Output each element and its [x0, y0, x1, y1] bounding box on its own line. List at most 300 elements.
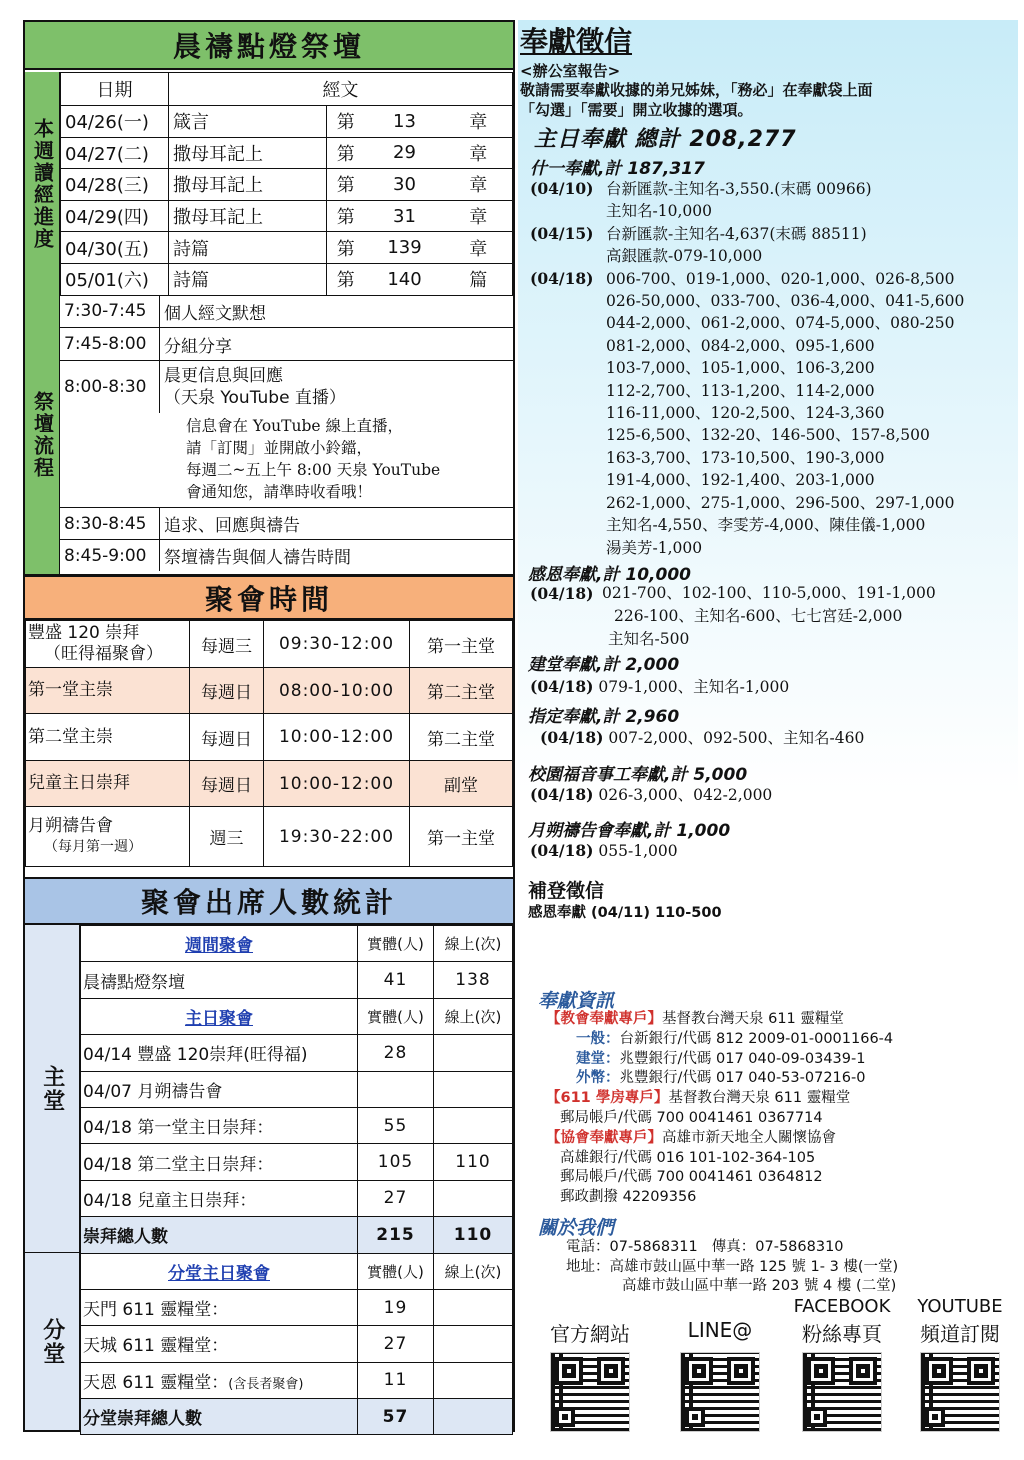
- reading-row: [61, 200, 513, 232]
- tithe-detail: 262-1,000、275-1,000、296-500、297-1,000: [606, 493, 955, 512]
- flow-row: [60, 295, 513, 328]
- tithe-date: [530, 290, 606, 312]
- tithe-date: [530, 357, 606, 379]
- attendance-online: [434, 1289, 513, 1325]
- campus-title: 校園福音事工奉獻,計 5,000: [528, 765, 748, 785]
- meeting-time: 10:00-12:00: [264, 714, 410, 761]
- school-post: 郵局帳戶/代碼 700 0041461 0367714: [560, 1109, 823, 1126]
- tithe-date: [530, 469, 606, 491]
- flow-time: 7:30-7:45: [60, 295, 160, 327]
- reading-table: [60, 72, 513, 296]
- attendance-physical: 215: [358, 1217, 434, 1253]
- side-label-text: 主堂: [39, 1064, 65, 1113]
- attendance-physical: 57: [358, 1399, 434, 1435]
- tithe-title: 什一奉獻,計 187,317: [530, 159, 705, 179]
- bank-info: [546, 1010, 893, 1208]
- tithe-detail: 103-7,000、105-1,000、106-3,200: [606, 359, 875, 378]
- attendance-header-row: [81, 926, 513, 962]
- thanks-date: (04/18): [530, 584, 594, 603]
- attendance-name-text: 天城 611 靈糧堂：: [83, 1336, 229, 1357]
- tithe-list: [530, 178, 964, 559]
- qr-finder-icon: [555, 1407, 575, 1427]
- attendance-physical: 11: [358, 1362, 434, 1398]
- tithe-date: (04/18): [530, 268, 594, 288]
- attendance-online: [434, 1180, 513, 1216]
- attendance-name: [81, 1107, 358, 1143]
- thanks-list: [530, 582, 936, 651]
- flow-row: [60, 361, 513, 413]
- flow-item: 個人經文默想: [164, 303, 266, 324]
- meeting-place: 副堂: [410, 761, 513, 807]
- attendance-name-text: 04/18 兒童主日崇拜：: [83, 1190, 257, 1211]
- attendance-online: [434, 1071, 513, 1107]
- flow-time: 8:00-8:30: [60, 361, 160, 413]
- attendance-name: [81, 962, 358, 998]
- meeting-place: 第一主堂: [410, 807, 513, 867]
- school-tag: 【611 學房專戶】: [546, 1090, 669, 1107]
- thanks-detail: 主知名-500: [608, 630, 690, 648]
- phone: 電話：07-5868311: [566, 1239, 698, 1255]
- tithe-detail: 006-700、019-1,000、020-1,000、026-8,500: [606, 269, 955, 288]
- flow-row: [60, 508, 513, 540]
- tithe-line: [530, 312, 964, 334]
- attendance-name-text: 天門 611 靈糧堂：: [83, 1300, 229, 1321]
- reading-row: [61, 169, 513, 201]
- attendance-physical: 41: [358, 962, 434, 998]
- attendance-title: 聚會出席人數統計: [25, 877, 513, 925]
- right-column: [518, 20, 1018, 1432]
- tithe-date: (04/15): [530, 223, 594, 243]
- meetings-table: [25, 620, 513, 867]
- sunday-total: 主日奉獻 總計 208,277: [534, 127, 797, 152]
- meeting-name-main: 豐盛 120 崇拜: [28, 623, 140, 643]
- supplement-title: 補登徵信: [528, 880, 605, 902]
- attendance-header-row: [81, 1253, 513, 1289]
- info-title: 奉獻資訊: [538, 990, 615, 1012]
- attendance-row: [81, 1180, 513, 1216]
- attendance-name-text: 04/07 月朔禱告會: [83, 1081, 223, 1102]
- monthly-title: 月朔禱告會奉獻,計 1,000: [528, 821, 731, 841]
- tithe-date: [530, 447, 606, 469]
- qr-finder-icon: [807, 1407, 827, 1427]
- attendance-physical: 55: [358, 1107, 434, 1143]
- general-value: 台新銀行/代碼 812 2009-01-0001166-4: [619, 1030, 894, 1047]
- tithe-line: [530, 469, 964, 491]
- reading-pre: 第: [327, 169, 365, 201]
- thanks-date: [530, 628, 608, 651]
- about-title: 關於我們: [538, 1217, 615, 1239]
- reading-num: 30: [365, 169, 445, 201]
- reading-side-label: [25, 72, 60, 295]
- attendance-header-row: [81, 998, 513, 1034]
- tithe-line: [530, 335, 964, 357]
- meeting-name: [26, 714, 190, 761]
- attendance-online: 110: [434, 1144, 513, 1180]
- reading-unit: 章: [445, 169, 513, 201]
- meeting-day: 每週日: [190, 761, 264, 807]
- meeting-row: [26, 761, 513, 807]
- flow-side-text: [30, 391, 55, 479]
- reading-side-text: [30, 118, 55, 250]
- meetings-title: 聚會時間: [25, 574, 513, 620]
- reading-book: 撒母耳記上: [169, 200, 327, 232]
- qr-label-top: FACEBOOK: [793, 1296, 891, 1317]
- col-physical: 實體(人): [358, 1253, 434, 1289]
- tithe-detail: 044-2,000、061-2,000、074-5,000、080-250: [606, 314, 955, 333]
- office-label: <辦公室報告>: [520, 62, 621, 80]
- contact-info: [566, 1238, 898, 1297]
- flow-item: 分組分享: [164, 336, 232, 357]
- meeting-name-main: 第一堂主崇: [28, 680, 113, 700]
- building-date: (04/18): [530, 677, 594, 696]
- tithe-date: (04/10): [530, 179, 594, 198]
- reading-unit: 章: [445, 137, 513, 169]
- tithe-line: [530, 223, 964, 245]
- branch-label: [25, 1252, 80, 1430]
- reading-num: 29: [365, 137, 445, 169]
- qr-label-top: YOUTUBE: [917, 1296, 1003, 1317]
- tithe-detail: 主知名-10,000: [606, 202, 712, 221]
- attendance-section-title: 主日聚會: [81, 998, 358, 1034]
- reading-row: [61, 263, 513, 295]
- attendance-row: [81, 1326, 513, 1362]
- building-account: [546, 1050, 893, 1070]
- meeting-day: 每週日: [190, 668, 264, 714]
- qr-row: [528, 1296, 1008, 1426]
- tithe-detail: 主知名-4,550、李雯芳-4,000、陳佳儀-1,000: [606, 516, 926, 535]
- left-column: [23, 20, 515, 1432]
- reading-col-date: 日期: [61, 73, 169, 106]
- reading-row: [61, 106, 513, 138]
- attendance-name: [81, 1326, 358, 1362]
- attendance-name: [81, 1362, 358, 1398]
- attendance-name: [81, 1144, 358, 1180]
- attendance-row: [81, 1289, 513, 1325]
- monthly-line: [530, 841, 678, 860]
- meeting-name: [26, 668, 190, 714]
- qr-finder-icon: [925, 1407, 945, 1427]
- reading-unit: 篇: [445, 263, 513, 295]
- building-title: 建堂奉獻,計 2,000: [528, 655, 680, 675]
- designated-date: (04/18): [540, 728, 604, 747]
- qr-code-icon[interactable]: [920, 1352, 1000, 1432]
- reading-row: [61, 232, 513, 264]
- meeting-time: 10:00-12:00: [264, 761, 410, 807]
- school-account: [546, 1089, 893, 1109]
- flow-time: 7:45-8:00: [60, 328, 160, 360]
- tithe-line: [530, 357, 964, 379]
- meeting-row: [26, 668, 513, 714]
- reading-book: 撒母耳記上: [169, 169, 327, 201]
- attendance-note: (含長者聚會): [228, 1376, 304, 1392]
- tithe-date: [530, 402, 606, 424]
- meeting-place: 第二主堂: [410, 714, 513, 761]
- col-online: 線上(次): [434, 926, 513, 962]
- thanks-detail: 021-700、102-100、110-5,000、191-1,000: [602, 584, 936, 602]
- building-detail: 079-1,000、主知名-1,000: [598, 678, 790, 696]
- col-physical: 實體(人): [358, 998, 434, 1034]
- tithe-date: [530, 200, 606, 222]
- notice-line: 「勾選」「需要」開立收據的選項。: [520, 101, 753, 119]
- attendance-name-text: 04/14 豐盛 120崇拜(旺得福): [83, 1045, 308, 1066]
- reading-date: 04/28(三): [61, 169, 169, 201]
- designated-detail: 007-2,000、092-500、主知名-460: [608, 729, 865, 747]
- attendance-name-text: 分堂崇拜總人數: [83, 1409, 202, 1430]
- qr-label-top: [668, 1296, 772, 1318]
- school-name: 基督教台灣天泉 611 靈糧堂: [668, 1090, 851, 1107]
- tithe-date: [530, 492, 606, 514]
- attendance-name: [81, 1399, 358, 1435]
- church-name: 基督教台灣天泉 611 靈糧堂: [662, 1011, 844, 1027]
- tithe-line: [530, 245, 964, 267]
- thanks-line: [530, 582, 936, 605]
- meeting-name-sub: （旺得福聚會）: [44, 644, 163, 664]
- attendance-name: [81, 1217, 358, 1253]
- meeting-name: [26, 807, 190, 867]
- attendance-name-text: 天恩 611 靈糧堂：: [83, 1372, 229, 1393]
- assoc-name: 高雄市新天地全人關懷協會: [662, 1129, 836, 1146]
- tithe-line: [530, 200, 964, 222]
- phone-fax: [566, 1238, 898, 1258]
- building-line: [530, 675, 789, 697]
- attendance-name-text: 晨禱點燈祭壇: [83, 972, 185, 993]
- attendance-physical: 19: [358, 1289, 434, 1325]
- attendance-name: [81, 1035, 358, 1071]
- reading-date: 04/27(二): [61, 137, 169, 169]
- reading-num: 140: [365, 263, 445, 295]
- attendance-online: 110: [434, 1217, 513, 1253]
- attendance-section-title: 分堂主日聚會: [81, 1253, 358, 1289]
- tithe-detail: 高銀匯款-079-10,000: [606, 247, 763, 266]
- meeting-name-main: 兒童主日崇拜: [28, 773, 130, 793]
- reading-pre: 第: [327, 263, 365, 295]
- tithe-detail: 125-6,500、132-20、146-500、157-8,500: [606, 426, 930, 445]
- flow-time: 8:45-9:00: [60, 540, 160, 571]
- attendance-name: [81, 1180, 358, 1216]
- flow-item-live: [160, 361, 513, 413]
- attendance-name-text: 崇拜總人數: [83, 1227, 168, 1248]
- supplement-line: 感恩奉獻 (04/11) 110-500: [528, 905, 722, 921]
- attendance-row: [81, 962, 513, 998]
- reading-num: 13: [365, 106, 445, 138]
- attendance-section-title: 週間聚會: [81, 926, 358, 962]
- qr-code-icon[interactable]: [802, 1352, 882, 1432]
- attendance-row: [81, 1071, 513, 1107]
- attendance-online: [434, 1399, 513, 1435]
- meeting-place: 第一主堂: [410, 621, 513, 668]
- attendance-row: [81, 1035, 513, 1071]
- tithe-date: [530, 514, 606, 536]
- tithe-detail: 081-2,000、084-2,000、095-1,600: [606, 336, 875, 355]
- thanks-date: [530, 605, 614, 628]
- notice-line: 敬請需要奉獻收據的弟兄姊妹，「務必」在奉獻袋上面: [520, 81, 873, 99]
- attendance-physical: 28: [358, 1035, 434, 1071]
- qr-label: 粉絲專頁: [802, 1322, 882, 1346]
- attendance-table: [80, 925, 513, 1435]
- tithe-line: [530, 380, 964, 402]
- col-online: 線上(次): [434, 998, 513, 1034]
- tithe-detail: 台新匯款-主知名-4,637(末碼 88511): [606, 224, 867, 243]
- flow-item: 祭壇禱告與個人禱告時間: [164, 548, 351, 568]
- campus-line: [530, 783, 772, 805]
- attendance-online: [434, 1362, 513, 1398]
- meeting-name: [26, 761, 190, 807]
- qr-label: LINE@: [687, 1318, 753, 1342]
- attendance-row: [81, 1144, 513, 1180]
- tithe-date: [530, 312, 606, 334]
- building-label: 建堂：: [576, 1050, 620, 1067]
- reading-num: 31: [365, 200, 445, 232]
- attendance-physical: [358, 1071, 434, 1107]
- qr-code-icon[interactable]: [680, 1352, 760, 1432]
- meeting-time: 08:00-10:00: [264, 668, 410, 714]
- attendance-physical: 105: [358, 1144, 434, 1180]
- reading-date: 04/29(四): [61, 200, 169, 232]
- tithe-detail: 191-4,000、192-1,400、203-1,000: [606, 471, 875, 490]
- attendance-physical: 27: [358, 1180, 434, 1216]
- tithe-line: [530, 268, 964, 290]
- attendance-total-row: [81, 1217, 513, 1253]
- branch-text: [38, 1318, 66, 1366]
- meeting-row: [26, 714, 513, 761]
- foreign-label: 外幣：: [576, 1070, 620, 1087]
- reading-book: 詩篇: [169, 232, 327, 264]
- meeting-name: [26, 621, 190, 668]
- designated-line: [540, 726, 864, 748]
- tithe-line: [530, 537, 964, 559]
- attendance-name: [81, 1071, 358, 1107]
- meeting-day: 每週日: [190, 714, 264, 761]
- tithe-date: [530, 335, 606, 357]
- assoc-tag: 【協會奉獻專戶】: [546, 1129, 662, 1146]
- qr-code-icon[interactable]: [550, 1352, 630, 1432]
- tithe-line: [530, 492, 964, 514]
- attendance-row: [81, 1362, 513, 1398]
- tithe-line: [530, 424, 964, 446]
- reading-date: 05/01(六): [61, 263, 169, 295]
- qr-block[interactable]: [908, 1296, 1012, 1432]
- fax: 傳真：07-5868310: [711, 1239, 844, 1255]
- side-label-text: 本週讀經進度: [30, 117, 55, 250]
- attendance-physical: 27: [358, 1326, 434, 1362]
- tithe-detail: 026-50,000、033-700、036-4,000、041-5,600: [606, 292, 965, 311]
- tithe-detail: 163-3,700、173-10,500、190-3,000: [606, 448, 885, 467]
- reading-pre: 第: [327, 232, 365, 264]
- side-label-text: 分堂: [39, 1317, 65, 1366]
- tithe-date: [530, 380, 606, 402]
- assoc-post: 郵局帳戶/代碼 700 0041461 0364812: [560, 1169, 823, 1186]
- flow-time: 8:30-8:45: [60, 508, 160, 539]
- qr-block[interactable]: [668, 1296, 772, 1432]
- reading-row: [61, 137, 513, 169]
- tithe-line: [530, 178, 964, 200]
- note-line: 會通知您，請準時收看哦！: [186, 483, 373, 501]
- meeting-name-main: 第二堂主崇: [28, 726, 113, 747]
- reading-book: 箴言: [169, 106, 327, 138]
- thanks-line: [530, 605, 936, 628]
- main-hall-label: [25, 925, 80, 1252]
- altar-title: 晨禱點燈祭壇: [25, 22, 513, 70]
- reading-pre: 第: [327, 200, 365, 232]
- tithe-line: [530, 402, 964, 424]
- general-label: 一般：: [576, 1030, 620, 1047]
- monthly-date: (04/18): [530, 841, 594, 860]
- flow-row: [60, 328, 513, 361]
- side-label-text: 祭壇流程: [30, 390, 55, 479]
- reading-num: 139: [365, 232, 445, 264]
- qr-label: 頻道訂閱: [920, 1322, 1000, 1346]
- tithe-detail: 台新匯款-主知名-3,550.(末碼 00966): [606, 180, 872, 198]
- reading-pre: 第: [327, 106, 365, 138]
- main-hall-text: [38, 1065, 66, 1113]
- offering-title: 奉獻徵信: [520, 25, 633, 58]
- note-line: 請「訂閱」並開啟小鈴鐺，: [186, 439, 373, 457]
- flow-side-label: [25, 295, 60, 574]
- meeting-time: 19:30-22:00: [264, 807, 410, 867]
- note-line: 每週二~五上午 8:00 天泉 YouTube: [186, 461, 441, 479]
- reading-book: 撒母耳記上: [169, 137, 327, 169]
- designated-title: 指定奉獻,計 2,960: [528, 707, 680, 727]
- meeting-day: 週三: [190, 807, 264, 867]
- attendance-online: [434, 1326, 513, 1362]
- general-account: [546, 1030, 893, 1050]
- meeting-row: [26, 807, 513, 867]
- col-physical: 實體(人): [358, 926, 434, 962]
- attendance-online: [434, 1107, 513, 1143]
- meeting-time: 09:30-12:00: [264, 621, 410, 668]
- qr-block[interactable]: [790, 1296, 894, 1432]
- qr-label-top: [538, 1296, 642, 1318]
- tithe-line: [530, 447, 964, 469]
- tithe-date: [530, 245, 606, 267]
- attendance-total-row: [81, 1399, 513, 1435]
- assoc-bank: 高雄銀行/代碼 016 101-102-364-105: [560, 1149, 816, 1166]
- qr-block[interactable]: [538, 1296, 642, 1432]
- reading-date: 04/26(一): [61, 106, 169, 138]
- monthly-detail: 055-1,000: [598, 842, 678, 860]
- reading-unit: 章: [445, 200, 513, 232]
- church-account: [546, 1010, 893, 1030]
- assoc-transfer: 郵政劃撥 42209356: [560, 1189, 697, 1206]
- address-1: 地址：高雄市鼓山區中華一路 125 號 1- 3 樓(一堂): [566, 1258, 899, 1275]
- church-tag: 【教會奉獻專戶】: [546, 1011, 662, 1027]
- youtube-note: [60, 413, 513, 508]
- attendance-name: [81, 1289, 358, 1325]
- thanks-detail: 226-100、主知名-600、七七宮廷-2,000: [614, 607, 903, 625]
- building-value: 兆豐銀行/代碼 017 040-09-03439-1: [619, 1050, 866, 1067]
- flow-item: 晨更信息與回應: [164, 366, 283, 386]
- tithe-detail: 湯美芳-1,000: [606, 538, 703, 557]
- reading-unit: 章: [445, 106, 513, 138]
- tithe-detail: 116-11,000、120-2,500、124-3,360: [606, 404, 885, 423]
- flow-item: 追求、回應與禱告: [164, 516, 300, 536]
- campus-detail: 026-3,000、042-2,000: [598, 786, 773, 804]
- foreign-account: [546, 1069, 893, 1089]
- meeting-name-main: 月朔禱告會: [28, 815, 113, 836]
- meeting-name-sub: （每月第一週）: [44, 838, 142, 855]
- assoc-account: [546, 1129, 893, 1149]
- thanks-line: [530, 628, 936, 651]
- attendance-row: [81, 1107, 513, 1143]
- attendance-name-text: 04/18 第一堂主日崇拜：: [83, 1118, 274, 1139]
- meeting-row: [26, 621, 513, 668]
- reading-col-text: 經文: [169, 73, 513, 106]
- col-online: 線上(次): [434, 1253, 513, 1289]
- reading-pre: 第: [327, 137, 365, 169]
- flow-table: [60, 295, 513, 574]
- reading-book: 詩篇: [169, 263, 327, 295]
- campus-date: (04/18): [530, 785, 594, 804]
